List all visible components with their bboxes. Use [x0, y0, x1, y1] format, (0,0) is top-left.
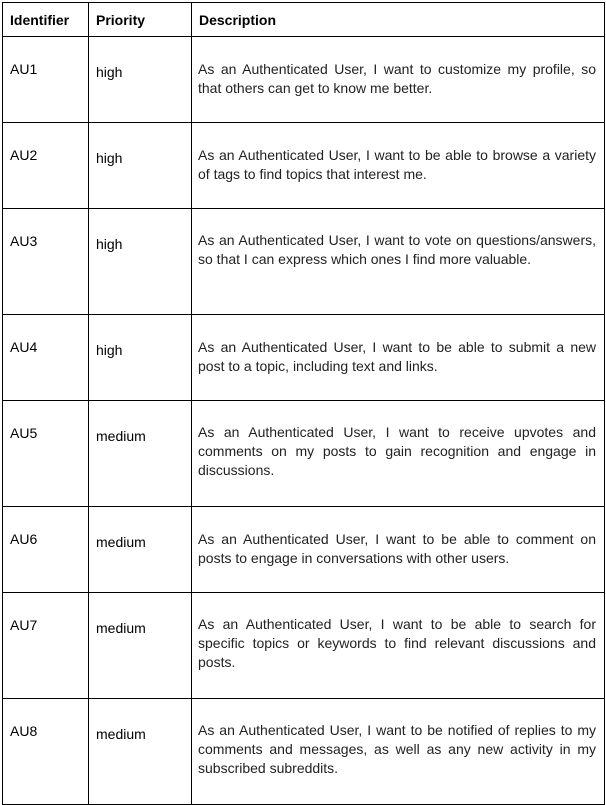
priority-text: high	[96, 150, 123, 166]
description-cell	[192, 123, 605, 209]
priority-text: medium	[96, 620, 146, 636]
table-header-row	[3, 3, 605, 37]
identifier-text: AU7	[10, 617, 38, 633]
priority-text: medium	[96, 428, 146, 444]
header-description-label: Description	[199, 12, 277, 28]
identifier-text: AU4	[10, 339, 38, 355]
identifier-text: AU8	[10, 723, 38, 739]
identifier-cell	[3, 315, 89, 401]
priority-cell	[89, 593, 192, 699]
description-cell	[192, 699, 605, 805]
priority-cell	[89, 401, 192, 507]
header-identifier	[3, 3, 89, 37]
identifier-text: AU1	[10, 61, 38, 77]
priority-text: high	[96, 342, 123, 358]
table-row	[3, 123, 605, 209]
priority-cell	[89, 37, 192, 123]
priority-text: medium	[96, 534, 146, 550]
table-row	[3, 37, 605, 123]
description-text: As an Authenticated User, I want to be able to browse a variety of tags to find topics that interest me.	[198, 147, 596, 182]
identifier-cell	[3, 209, 89, 315]
priority-cell	[89, 699, 192, 805]
table-row	[3, 315, 605, 401]
description-text: As an Authenticated User, I want to be able to search for specific topics or keywords to find relevant discussions and posts.	[198, 616, 596, 670]
priority-text: high	[96, 236, 123, 252]
identifier-cell	[3, 123, 89, 209]
description-cell	[192, 209, 605, 315]
identifier-cell	[3, 507, 89, 593]
description-text: As an Authenticated User, I want to be able to comment on posts to engage in conversations with other users.	[198, 531, 596, 566]
header-priority	[89, 3, 192, 37]
identifier-text: AU2	[10, 147, 38, 163]
table-row	[3, 593, 605, 699]
description-text: As an Authenticated User, I want to be notified of replies to my comments and messages, as well as any new activity in my subscribed subreddits.	[198, 722, 596, 776]
priority-text: medium	[96, 726, 146, 742]
description-cell	[192, 37, 605, 123]
description-cell	[192, 401, 605, 507]
table-row	[3, 401, 605, 507]
identifier-cell	[3, 37, 89, 123]
identifier-text: AU5	[10, 425, 38, 441]
priority-cell	[89, 123, 192, 209]
description-cell	[192, 507, 605, 593]
description-cell	[192, 593, 605, 699]
identifier-text: AU3	[10, 233, 38, 249]
header-description	[192, 3, 605, 37]
priority-cell	[89, 507, 192, 593]
identifier-cell	[3, 593, 89, 699]
description-cell	[192, 315, 605, 401]
priority-cell	[89, 209, 192, 315]
description-text: As an Authenticated User, I want to receive upvotes and comments on my posts to gain recognition and engage in discussions.	[198, 424, 596, 478]
description-text: As an Authenticated User, I want to be able to submit a new post to a topic, including text and links.	[198, 339, 596, 374]
table-row	[3, 699, 605, 805]
priority-cell	[89, 315, 192, 401]
identifier-cell	[3, 699, 89, 805]
user-stories-table	[2, 2, 605, 805]
header-priority-label: Priority	[96, 12, 146, 28]
priority-text: high	[96, 64, 123, 80]
table-row	[3, 209, 605, 315]
description-text: As an Authenticated User, I want to customize my profile, so that others can get to know me better.	[198, 61, 596, 96]
description-text: As an Authenticated User, I want to vote on questions/answers, so that I can express which ones I find more valuable.	[198, 232, 596, 267]
identifier-text: AU6	[10, 531, 38, 547]
table-row	[3, 507, 605, 593]
header-identifier-label: Identifier	[10, 12, 70, 28]
identifier-cell	[3, 401, 89, 507]
